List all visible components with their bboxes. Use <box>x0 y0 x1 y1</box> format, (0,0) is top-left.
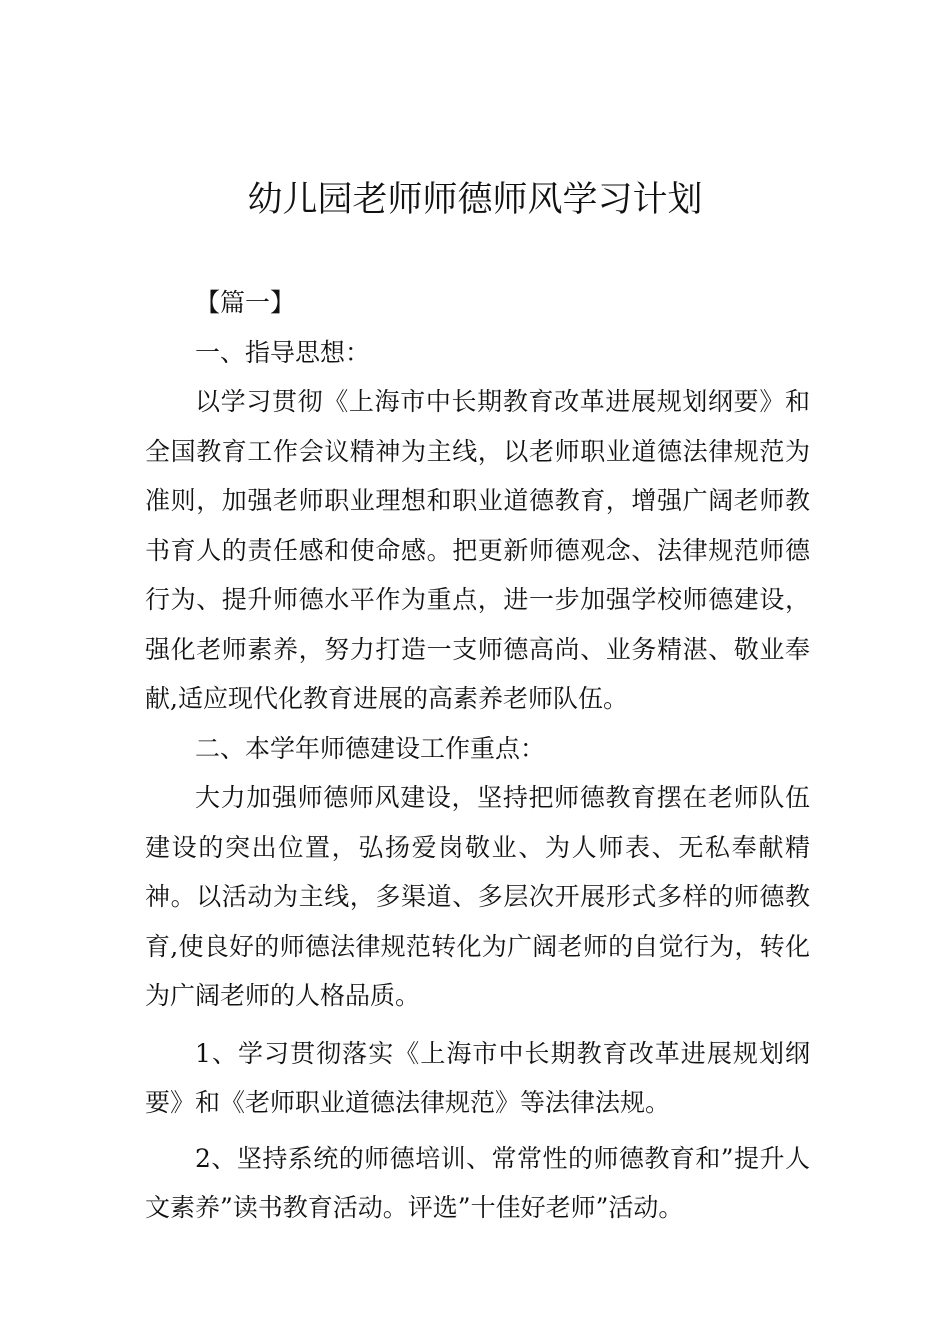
paragraph-work-focus: 大力加强师德师风建设，坚持把师德教育摆在老师队伍建设的突出位置，弘扬爱岗敬业、为人师表、无私奉献精神。以活动为主线，多渠道、多层次开展形式多样的师德教育,使良好的师德法律规范转化为广阔老师的自觉行为，转化为广阔老师的人格品质。 <box>145 783 810 1010</box>
document-title: 幼儿园老师师德师风学习计划 <box>247 180 703 220</box>
paragraph-guiding-thought: 以学习贯彻《上海市中长期教育改革进展规划纲要》和全国教育工作会议精神为主线，以老师职业道德法律规范为准则，加强老师职业理想和职业道德教育，增强广阔老师教书育人的责任感和使命感。把更新师德观念、法律规范师德行为、提升师德水平作为重点，进一步加强学校师德建设，强化老师素养，努力打造一支师德高尚、业务精湛、敬业奉献,适应现代化教育进展的高素养老师队伍。 <box>145 387 810 713</box>
section-label: 【篇一】 <box>195 288 296 317</box>
heading-guiding-thought: 一、指导思想： <box>195 337 371 367</box>
list-item-1: 1、学习贯彻落实《上海市中长期教育改革进展规划纲要》和《老师职业道德法律规范》等法律法规。 <box>145 1038 810 1117</box>
heading-work-focus: 二、本学年师德建设工作重点： <box>195 733 546 763</box>
list-item-2: 2、坚持系统的师德培训、常常性的师德教育和”提升人文素养”读书教育活动。评选”十佳好老师”活动。 <box>145 1143 810 1222</box>
document-body <box>145 278 810 1233</box>
